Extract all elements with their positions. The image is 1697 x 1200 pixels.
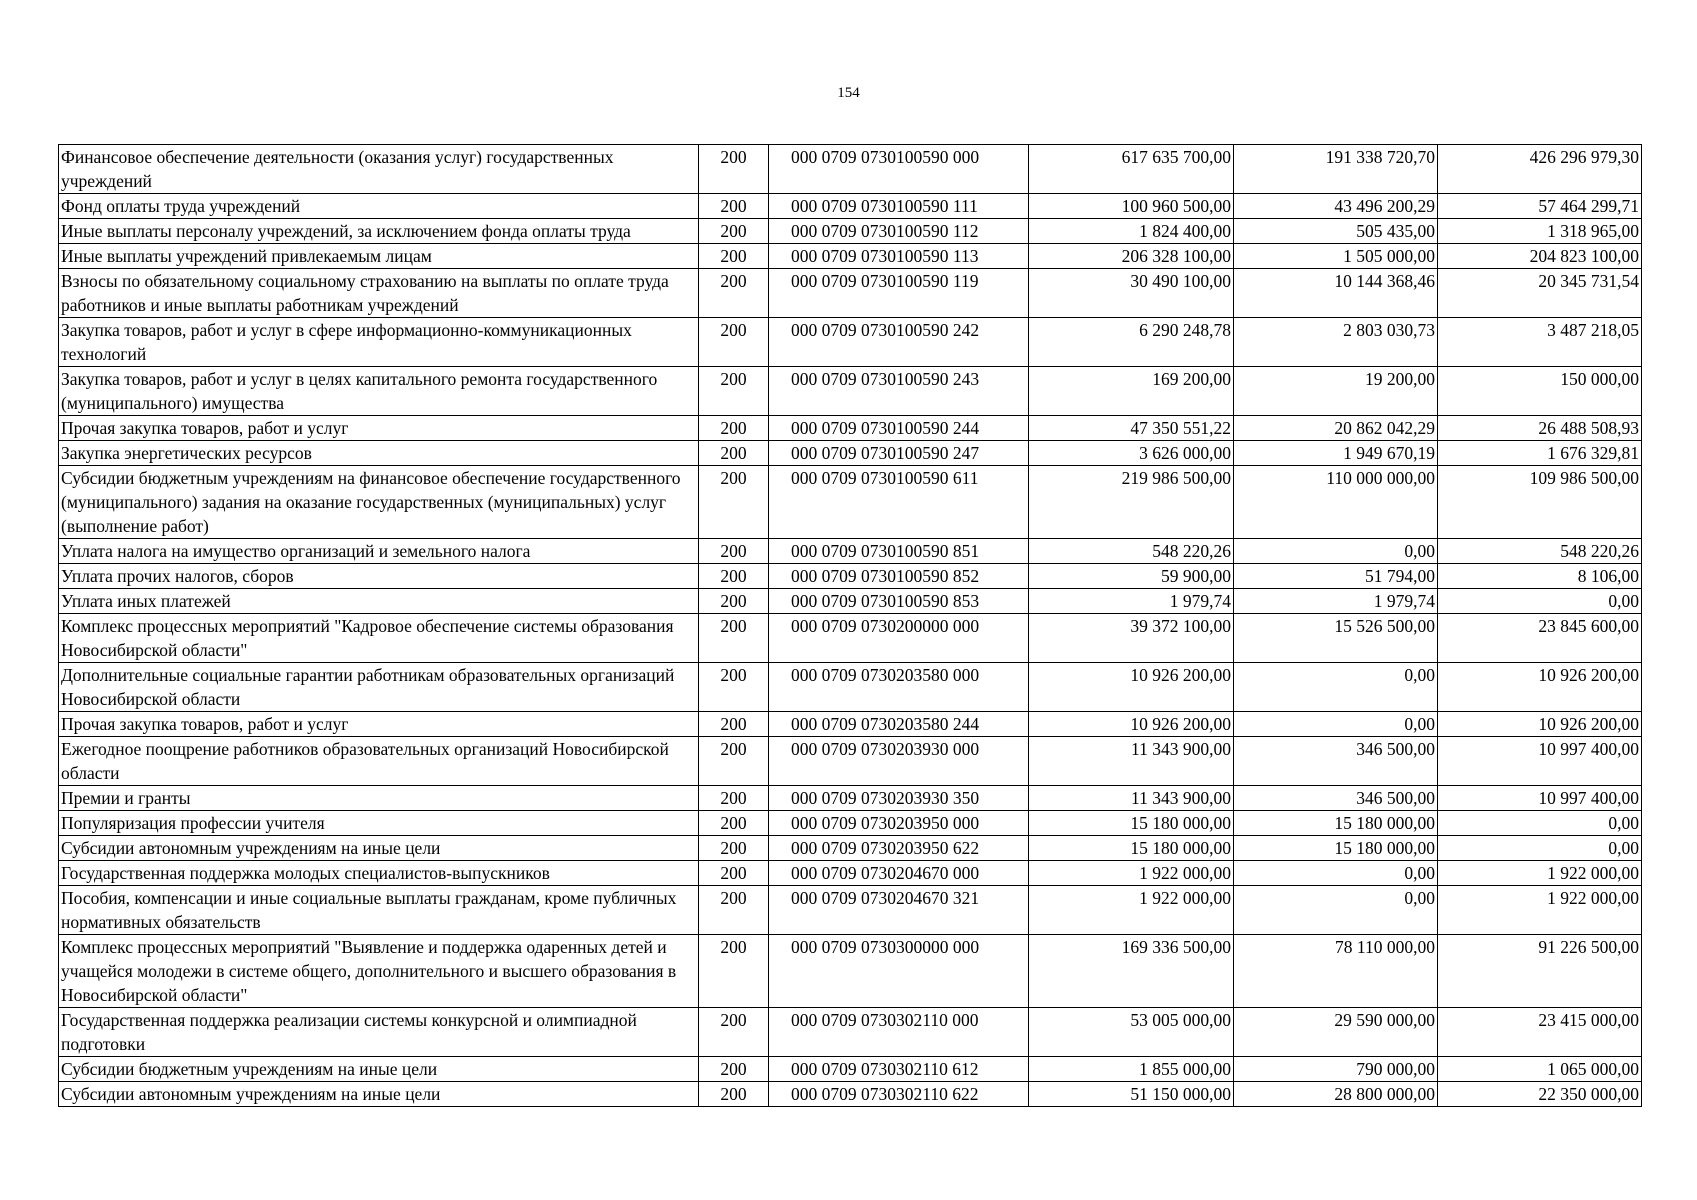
- row-unexecuted: 548 220,26: [1438, 539, 1642, 564]
- row-executed: 110 000 000,00: [1234, 466, 1438, 539]
- row-executed: 78 110 000,00: [1234, 935, 1438, 1008]
- table-row: [59, 1057, 1642, 1082]
- row-kbk: 000 0709 0730100590 244: [769, 416, 1029, 441]
- table-row: [59, 1082, 1642, 1107]
- row-unexecuted: 91 226 500,00: [1438, 935, 1642, 1008]
- table-row: [59, 145, 1642, 194]
- row-code: 200: [699, 145, 769, 194]
- table-row: [59, 441, 1642, 466]
- row-unexecuted: 0,00: [1438, 589, 1642, 614]
- row-code: 200: [699, 614, 769, 663]
- row-code: 200: [699, 564, 769, 589]
- row-kbk: 000 0709 0730203580 244: [769, 712, 1029, 737]
- table-body: [59, 145, 1642, 1107]
- row-name: Закупка энергетических ресурсов: [59, 441, 699, 466]
- row-name: Субсидии бюджетным учреждениям на финансовое обеспечение государственного (муниципального) задания на оказание государственных (муниципальных) услуг (выполнение работ): [59, 466, 699, 539]
- row-approved: 100 960 500,00: [1029, 194, 1234, 219]
- row-kbk: 000 0709 0730204670 321: [769, 886, 1029, 935]
- row-executed: 0,00: [1234, 712, 1438, 737]
- page-number: 154: [837, 85, 860, 101]
- table-row: [59, 416, 1642, 441]
- row-name: Дополнительные социальные гарантии работникам образовательных организаций Новосибирской области: [59, 663, 699, 712]
- row-executed: 15 180 000,00: [1234, 836, 1438, 861]
- row-executed: 43 496 200,29: [1234, 194, 1438, 219]
- row-code: 200: [699, 441, 769, 466]
- row-name: Субсидии автономным учреждениям на иные цели: [59, 836, 699, 861]
- row-executed: 505 435,00: [1234, 219, 1438, 244]
- row-kbk: 000 0709 0730100590 247: [769, 441, 1029, 466]
- row-name: Премии и гранты: [59, 786, 699, 811]
- row-approved: 15 180 000,00: [1029, 836, 1234, 861]
- table-row: [59, 811, 1642, 836]
- row-kbk: 000 0709 0730203950 000: [769, 811, 1029, 836]
- table-row: [59, 786, 1642, 811]
- row-executed: 790 000,00: [1234, 1057, 1438, 1082]
- row-executed: 15 180 000,00: [1234, 811, 1438, 836]
- row-approved: 30 490 100,00: [1029, 269, 1234, 318]
- row-code: 200: [699, 269, 769, 318]
- row-approved: 1 824 400,00: [1029, 219, 1234, 244]
- row-unexecuted: 10 997 400,00: [1438, 737, 1642, 786]
- table-row: [59, 836, 1642, 861]
- row-name: Государственная поддержка молодых специалистов-выпускников: [59, 861, 699, 886]
- row-executed: 346 500,00: [1234, 786, 1438, 811]
- row-code: 200: [699, 836, 769, 861]
- row-approved: 11 343 900,00: [1029, 786, 1234, 811]
- row-executed: 1 949 670,19: [1234, 441, 1438, 466]
- row-kbk: 000 0709 0730100590 611: [769, 466, 1029, 539]
- row-name: Комплекс процессных мероприятий "Выявление и поддержка одаренных детей и учащейся молодежи в системе общего, дополнительного и высшего образования в Новосибирской области": [59, 935, 699, 1008]
- table-row: [59, 861, 1642, 886]
- row-code: 200: [699, 244, 769, 269]
- row-name: Субсидии автономным учреждениям на иные цели: [59, 1082, 699, 1107]
- table-row: [59, 219, 1642, 244]
- row-executed: 19 200,00: [1234, 367, 1438, 416]
- row-approved: 1 855 000,00: [1029, 1057, 1234, 1082]
- row-name: Финансовое обеспечение деятельности (оказания услуг) государственных учреждений: [59, 145, 699, 194]
- row-executed: 10 144 368,46: [1234, 269, 1438, 318]
- row-name: Популяризация профессии учителя: [59, 811, 699, 836]
- row-kbk: 000 0709 0730302110 612: [769, 1057, 1029, 1082]
- table-row: [59, 589, 1642, 614]
- row-executed: 1 505 000,00: [1234, 244, 1438, 269]
- row-code: 200: [699, 712, 769, 737]
- row-unexecuted: 3 487 218,05: [1438, 318, 1642, 367]
- row-unexecuted: 1 922 000,00: [1438, 886, 1642, 935]
- row-kbk: 000 0709 0730100590 852: [769, 564, 1029, 589]
- row-name: Прочая закупка товаров, работ и услуг: [59, 416, 699, 441]
- row-unexecuted: 26 488 508,93: [1438, 416, 1642, 441]
- row-kbk: 000 0709 0730100590 851: [769, 539, 1029, 564]
- row-approved: 53 005 000,00: [1029, 1008, 1234, 1057]
- row-executed: 0,00: [1234, 539, 1438, 564]
- row-code: 200: [699, 416, 769, 441]
- row-kbk: 000 0709 0730100590 113: [769, 244, 1029, 269]
- row-approved: 59 900,00: [1029, 564, 1234, 589]
- row-approved: 39 372 100,00: [1029, 614, 1234, 663]
- table-row: [59, 1008, 1642, 1057]
- row-approved: 11 343 900,00: [1029, 737, 1234, 786]
- row-unexecuted: 23 845 600,00: [1438, 614, 1642, 663]
- row-kbk: 000 0709 0730203580 000: [769, 663, 1029, 712]
- row-kbk: 000 0709 0730204670 000: [769, 861, 1029, 886]
- row-unexecuted: 0,00: [1438, 836, 1642, 861]
- row-name: Уплата налога на имущество организаций и земельного налога: [59, 539, 699, 564]
- row-name: Ежегодное поощрение работников образовательных организаций Новосибирской области: [59, 737, 699, 786]
- row-unexecuted: 0,00: [1438, 811, 1642, 836]
- table-row: [59, 663, 1642, 712]
- table-row: [59, 244, 1642, 269]
- row-name: Прочая закупка товаров, работ и услуг: [59, 712, 699, 737]
- row-approved: 548 220,26: [1029, 539, 1234, 564]
- row-code: 200: [699, 466, 769, 539]
- row-code: 200: [699, 367, 769, 416]
- row-code: 200: [699, 318, 769, 367]
- row-code: 200: [699, 1008, 769, 1057]
- budget-execution-table: [58, 144, 1642, 1107]
- row-code: 200: [699, 1082, 769, 1107]
- table-row: [59, 269, 1642, 318]
- table-row: [59, 712, 1642, 737]
- row-executed: 0,00: [1234, 886, 1438, 935]
- table-row: [59, 564, 1642, 589]
- row-approved: 3 626 000,00: [1029, 441, 1234, 466]
- row-kbk: 000 0709 0730100590 243: [769, 367, 1029, 416]
- row-unexecuted: 8 106,00: [1438, 564, 1642, 589]
- row-approved: 10 926 200,00: [1029, 712, 1234, 737]
- row-kbk: 000 0709 0730100590 119: [769, 269, 1029, 318]
- row-approved: 1 979,74: [1029, 589, 1234, 614]
- row-approved: 206 328 100,00: [1029, 244, 1234, 269]
- table-row: [59, 194, 1642, 219]
- row-approved: 15 180 000,00: [1029, 811, 1234, 836]
- row-unexecuted: 1 318 965,00: [1438, 219, 1642, 244]
- table-row: [59, 737, 1642, 786]
- row-name: Комплекс процессных мероприятий "Кадровое обеспечение системы образования Новосибирской области": [59, 614, 699, 663]
- row-executed: 2 803 030,73: [1234, 318, 1438, 367]
- row-unexecuted: 20 345 731,54: [1438, 269, 1642, 318]
- row-name: Государственная поддержка реализации системы конкурсной и олимпиадной подготовки: [59, 1008, 699, 1057]
- row-executed: 0,00: [1234, 663, 1438, 712]
- row-name: Пособия, компенсации и иные социальные выплаты гражданам, кроме публичных нормативных обязательств: [59, 886, 699, 935]
- row-unexecuted: 426 296 979,30: [1438, 145, 1642, 194]
- row-name: Закупка товаров, работ и услуг в целях капитального ремонта государственного (муниципального) имущества: [59, 367, 699, 416]
- row-code: 200: [699, 663, 769, 712]
- row-name: Иные выплаты персоналу учреждений, за исключением фонда оплаты труда: [59, 219, 699, 244]
- row-code: 200: [699, 935, 769, 1008]
- row-unexecuted: 150 000,00: [1438, 367, 1642, 416]
- row-approved: 169 336 500,00: [1029, 935, 1234, 1008]
- row-kbk: 000 0709 0730203930 000: [769, 737, 1029, 786]
- row-kbk: 000 0709 0730203950 622: [769, 836, 1029, 861]
- row-approved: 10 926 200,00: [1029, 663, 1234, 712]
- row-executed: 29 590 000,00: [1234, 1008, 1438, 1057]
- table-row: [59, 318, 1642, 367]
- row-code: 200: [699, 589, 769, 614]
- row-executed: 15 526 500,00: [1234, 614, 1438, 663]
- row-unexecuted: 57 464 299,71: [1438, 194, 1642, 219]
- row-kbk: 000 0709 0730302110 622: [769, 1082, 1029, 1107]
- table-row: [59, 539, 1642, 564]
- row-code: 200: [699, 219, 769, 244]
- row-unexecuted: 1 676 329,81: [1438, 441, 1642, 466]
- row-executed: 346 500,00: [1234, 737, 1438, 786]
- row-kbk: 000 0709 0730302110 000: [769, 1008, 1029, 1057]
- row-unexecuted: 109 986 500,00: [1438, 466, 1642, 539]
- row-kbk: 000 0709 0730300000 000: [769, 935, 1029, 1008]
- table-row: [59, 466, 1642, 539]
- row-unexecuted: 10 926 200,00: [1438, 712, 1642, 737]
- row-unexecuted: 10 926 200,00: [1438, 663, 1642, 712]
- row-name: Иные выплаты учреждений привлекаемым лицам: [59, 244, 699, 269]
- row-approved: 617 635 700,00: [1029, 145, 1234, 194]
- row-executed: 20 862 042,29: [1234, 416, 1438, 441]
- row-code: 200: [699, 737, 769, 786]
- table-row: [59, 367, 1642, 416]
- row-kbk: 000 0709 0730100590 853: [769, 589, 1029, 614]
- row-code: 200: [699, 861, 769, 886]
- row-approved: 1 922 000,00: [1029, 861, 1234, 886]
- row-executed: 1 979,74: [1234, 589, 1438, 614]
- row-name: Закупка товаров, работ и услуг в сфере информационно-коммуникационных технологий: [59, 318, 699, 367]
- row-executed: 191 338 720,70: [1234, 145, 1438, 194]
- row-name: Взносы по обязательному социальному страхованию на выплаты по оплате труда работников и иные выплаты работникам учреждений: [59, 269, 699, 318]
- row-unexecuted: 1 065 000,00: [1438, 1057, 1642, 1082]
- table-row: [59, 614, 1642, 663]
- row-code: 200: [699, 811, 769, 836]
- row-name: Уплата прочих налогов, сборов: [59, 564, 699, 589]
- row-unexecuted: 22 350 000,00: [1438, 1082, 1642, 1107]
- row-code: 200: [699, 886, 769, 935]
- row-code: 200: [699, 1057, 769, 1082]
- row-kbk: 000 0709 0730100590 242: [769, 318, 1029, 367]
- row-approved: 6 290 248,78: [1029, 318, 1234, 367]
- row-code: 200: [699, 786, 769, 811]
- row-unexecuted: 23 415 000,00: [1438, 1008, 1642, 1057]
- row-name: Фонд оплаты труда учреждений: [59, 194, 699, 219]
- row-executed: 0,00: [1234, 861, 1438, 886]
- row-kbk: 000 0709 0730100590 000: [769, 145, 1029, 194]
- row-executed: 51 794,00: [1234, 564, 1438, 589]
- row-kbk: 000 0709 0730200000 000: [769, 614, 1029, 663]
- row-approved: 1 922 000,00: [1029, 886, 1234, 935]
- row-unexecuted: 204 823 100,00: [1438, 244, 1642, 269]
- row-kbk: 000 0709 0730203930 350: [769, 786, 1029, 811]
- row-approved: 51 150 000,00: [1029, 1082, 1234, 1107]
- row-code: 200: [699, 539, 769, 564]
- row-unexecuted: 10 997 400,00: [1438, 786, 1642, 811]
- row-code: 200: [699, 194, 769, 219]
- row-kbk: 000 0709 0730100590 111: [769, 194, 1029, 219]
- row-approved: 47 350 551,22: [1029, 416, 1234, 441]
- row-approved: 219 986 500,00: [1029, 466, 1234, 539]
- table-row: [59, 886, 1642, 935]
- row-name: Уплата иных платежей: [59, 589, 699, 614]
- row-unexecuted: 1 922 000,00: [1438, 861, 1642, 886]
- table-row: [59, 935, 1642, 1008]
- row-name: Субсидии бюджетным учреждениям на иные цели: [59, 1057, 699, 1082]
- row-approved: 169 200,00: [1029, 367, 1234, 416]
- row-kbk: 000 0709 0730100590 112: [769, 219, 1029, 244]
- row-executed: 28 800 000,00: [1234, 1082, 1438, 1107]
